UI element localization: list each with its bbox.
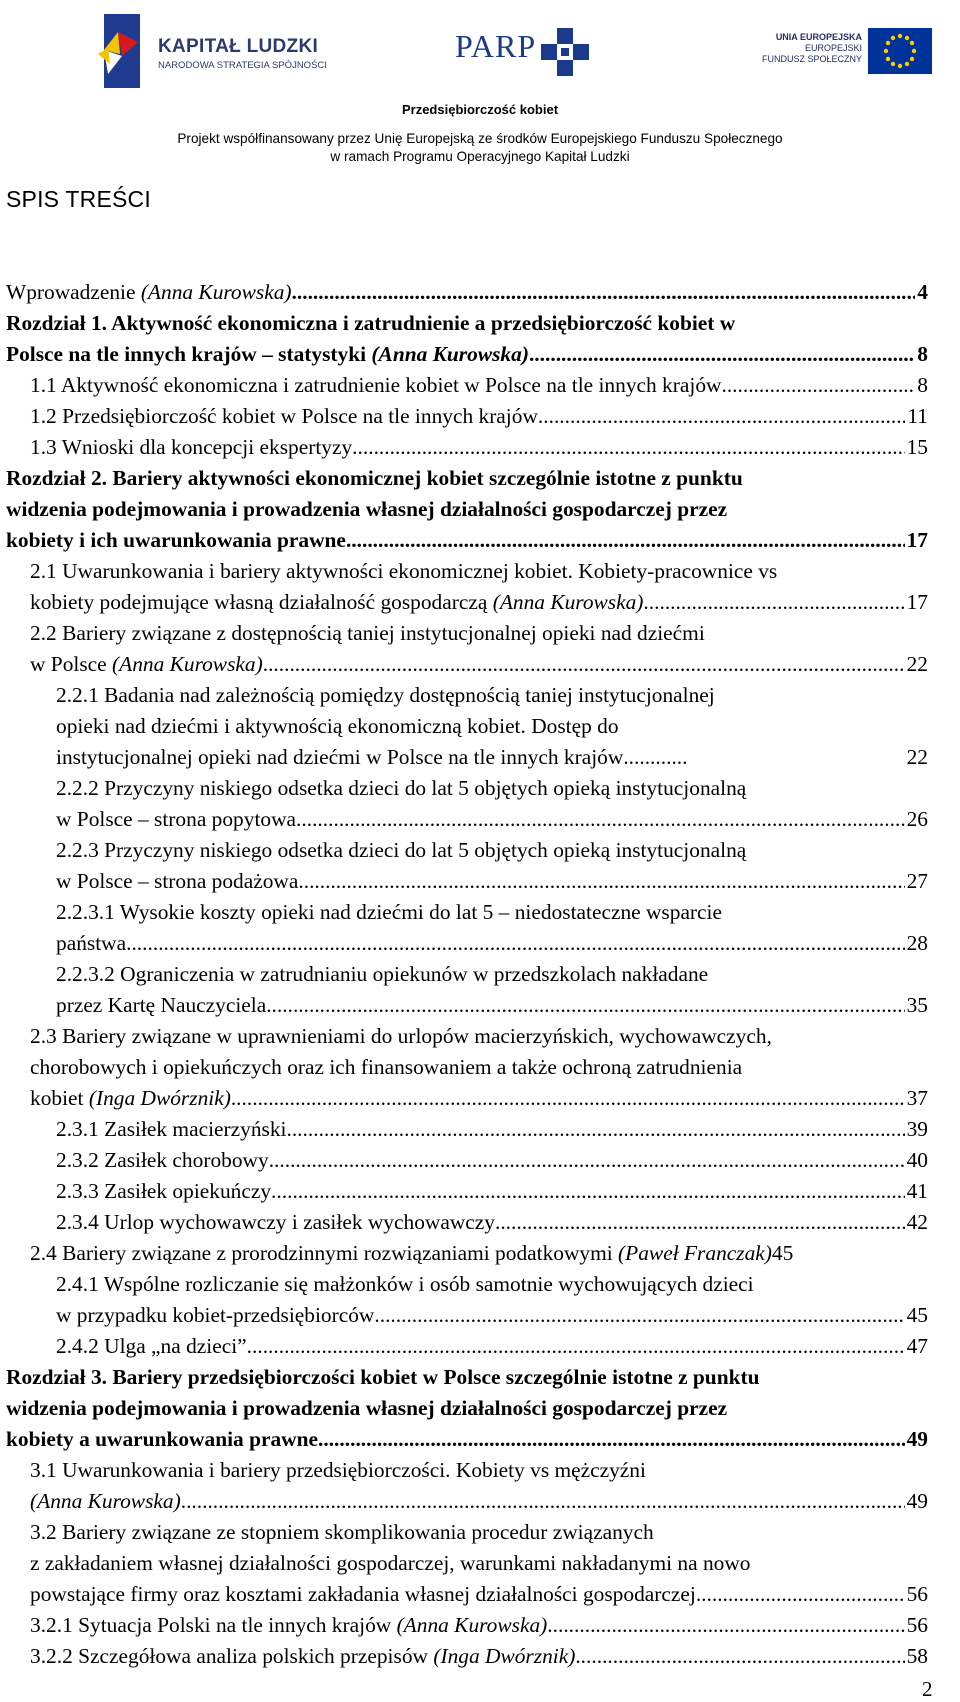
toc-entry[interactable]	[6, 1176, 928, 1207]
toc-entry-text: przez Kartę Nauczyciela	[56, 993, 267, 1017]
toc-page-number: 35	[906, 993, 928, 1017]
toc-entry[interactable]	[6, 1331, 928, 1362]
eu-logo-line1: UNIA EUROPEJSKA	[775, 32, 862, 42]
toc-entry-line[interactable]: 2.2.1 Badania nad zależnością pomiędzy dostępnością taniej instytucjonalnej	[56, 683, 715, 707]
toc-entry[interactable]	[6, 339, 928, 370]
toc-entry[interactable]	[6, 1579, 928, 1610]
toc-entry-author: (Anna Kurowska)	[371, 342, 529, 366]
toc-entry-author: (Anna Kurowska)	[396, 1613, 548, 1637]
toc-chapter-line[interactable]: widzenia podejmowania i prowadzenia własnej działalności gospodarczej przez	[6, 1396, 728, 1420]
toc-page-number: 27	[906, 869, 928, 893]
toc-entry[interactable]	[6, 1300, 928, 1331]
toc-entry[interactable]	[6, 432, 928, 463]
toc-page-number: 17	[906, 528, 928, 552]
toc-entry[interactable]	[6, 649, 928, 680]
toc-entry-text: kobiety i ich uwarunkowania prawne	[6, 528, 346, 552]
toc-entry-text: kobiet	[30, 1086, 89, 1110]
toc-leader	[547, 1610, 904, 1641]
toc-entry-line[interactable]: 2.2.3.1 Wysokie koszty opieki nad dziećmi do lat 5 – niedostateczne wsparcie	[56, 900, 722, 924]
toc-leader	[126, 928, 905, 959]
toc-entry[interactable]	[6, 1486, 928, 1517]
toc-leader	[286, 1114, 904, 1145]
eu-logo-line2: EUROPEJSKI	[804, 43, 862, 53]
toc-leader	[495, 1207, 905, 1238]
toc-entry-text: w przypadku kobiet-przedsiębiorców	[56, 1303, 375, 1327]
toc-entry-text: 1.1 Aktywność ekonomiczna i zatrudnienie kobiet w Polsce na tle innych krajów	[30, 373, 722, 397]
toc-leader	[529, 339, 915, 370]
toc-leader	[231, 1083, 905, 1114]
toc-entry[interactable]	[6, 1238, 928, 1269]
toc-page-number: 56	[906, 1582, 928, 1606]
toc-entry[interactable]	[6, 1610, 928, 1641]
parp-emblem-icon	[541, 28, 591, 78]
kapital-ludzki-title: KAPITAŁ LUDZKI	[158, 36, 319, 57]
toc-entry-author: (Anna Kurowska)	[112, 652, 263, 676]
toc-entry-line[interactable]: 2.3 Bariery związane w uprawnieniami do urlopów macierzyńskich, wychowawczych,	[30, 1024, 772, 1048]
toc-leader	[263, 649, 905, 680]
toc-entry-text: kobiety a uwarunkowania prawne	[6, 1427, 319, 1451]
toc-chapter-line[interactable]: Rozdział 2. Bariery aktywności ekonomicznej kobiet szczególnie istotne z punktu	[6, 466, 743, 490]
toc-entry[interactable]	[6, 1114, 928, 1145]
toc-leader	[266, 990, 904, 1021]
toc-entry-line[interactable]: opieki nad dziećmi i aktywnością ekonomiczną kobiet. Dostęp do	[56, 714, 619, 738]
toc-page-number: 42	[906, 1210, 928, 1234]
toc-entry-author: (Inga Dwórznik)	[433, 1644, 576, 1668]
toc-chapter-line[interactable]: Rozdział 1. Aktywność ekonomiczna i zatrudnienie a przedsiębiorczość kobiet w	[6, 311, 736, 335]
toc-entry-text: 3.2.1 Sytuacja Polski na tle innych krajów	[30, 1613, 397, 1637]
program-line-2: w ramach Programu Operacyjnego Kapitał Ludzki	[330, 149, 630, 164]
toc-leader	[643, 587, 904, 618]
toc-entry-text: w Polsce	[30, 652, 112, 676]
toc-entry[interactable]	[6, 742, 928, 773]
toc-page-number: 8	[917, 342, 928, 366]
toc-entry-text: Wprowadzenie	[6, 280, 141, 304]
toc-entry-text: kobiety podejmujące własną działalność gospodarczą	[30, 590, 493, 614]
toc-page-number: 49	[906, 1489, 928, 1513]
program-line-1: Projekt współfinansowany przez Unię Europejską ze środków Europejskiego Funduszu Społecznego	[177, 131, 783, 146]
toc-entry-line[interactable]: 2.2 Bariery związane z dostępnością taniej instytucjonalnej opieki nad dziećmi	[30, 621, 705, 645]
toc-page-number: 4	[917, 280, 928, 304]
eu-logo-line3: FUNDUSZ SPOŁECZNY	[761, 54, 862, 64]
toc-leader	[247, 1331, 905, 1362]
kapital-ludzki-subtitle: NARODOWA STRATEGIA SPÓJNOŚCI	[158, 60, 327, 71]
page-number: 2	[922, 1677, 933, 1701]
toc-page-number: 11	[907, 404, 928, 428]
toc-entry-line[interactable]: 2.2.2 Przyczyny niskiego odsetka dzieci do lat 5 objętych opieką instytucjonalną	[56, 776, 747, 800]
toc-entry[interactable]	[6, 990, 928, 1021]
toc-entry-line[interactable]: 3.1 Uwarunkowania i bariery przedsiębiorczości. Kobiety vs mężczyźni	[30, 1458, 646, 1482]
toc-entry-line[interactable]: 2.2.3.2 Ograniczenia w zatrudnianiu opiekunów w przedszkolach nakładane	[56, 962, 709, 986]
toc-leader	[696, 1579, 905, 1610]
toc-page-number: 8	[917, 373, 928, 397]
toc-leader	[298, 866, 904, 897]
toc-entry-line[interactable]: chorobowych i opiekuńczych oraz ich finansowaniem a także ochroną zatrudnienia	[30, 1055, 743, 1079]
toc-entry-text: 3.2.2 Szczegółowa analiza polskich przepisów	[30, 1644, 434, 1668]
toc-entry-text: 2.4.2 Ulga „na dzieci”	[56, 1334, 247, 1358]
toc-entry-author: (Anna Kurowska)	[140, 280, 292, 304]
toc-page-number: 26	[906, 807, 928, 831]
toc-leader	[623, 742, 687, 773]
toc-entry-text: 2.3.3 Zasiłek opiekuńczy	[56, 1179, 272, 1203]
toc-entry-line[interactable]: 2.2.3 Przyczyny niskiego odsetka dzieci do lat 5 objętych opieką instytucjonalną	[56, 838, 747, 862]
toc-leader	[575, 1641, 904, 1672]
toc-entry[interactable]	[6, 866, 928, 897]
toc-entry-text: 2.3.4 Urlop wychowawczy i zasiłek wychowawczy	[56, 1210, 495, 1234]
toc-entry[interactable]	[6, 1083, 928, 1114]
toc-entry-line[interactable]: z zakładaniem własnej działalności gospodarczej, warunkami nakładanymi na nowo	[30, 1551, 751, 1575]
toc-leader	[269, 1145, 905, 1176]
toc-entry[interactable]	[6, 804, 928, 835]
toc-entry-line[interactable]: 2.1 Uwarunkowania i bariery aktywności ekonomicznej kobiet. Kobiety-pracownice vs	[30, 559, 778, 583]
toc-entry-text: 1.2 Przedsiębiorczość kobiet w Polsce na tle innych krajów	[30, 404, 538, 428]
toc-page-number: 56	[906, 1613, 928, 1637]
toc-entry-text: instytucjonalnej opieki nad dziećmi w Polsce na tle innych krajów	[56, 745, 624, 769]
toc-page-number: 22	[906, 745, 928, 769]
toc-entry[interactable]	[6, 587, 928, 618]
table-of-contents	[6, 277, 928, 1672]
toc-entry[interactable]	[6, 277, 928, 308]
toc-entry-author: (Anna Kurowska)	[30, 1489, 181, 1513]
eu-logo-text	[760, 32, 862, 65]
toc-leader	[318, 1424, 905, 1455]
toc-leader	[271, 1176, 905, 1207]
toc-page-number: 58	[906, 1644, 928, 1668]
toc-entry-author: (Inga Dwórznik)	[88, 1086, 231, 1110]
parp-wordmark: PARP	[455, 28, 537, 64]
toc-page-number: 28	[906, 931, 928, 955]
toc-chapter-line[interactable]: widzenia podejmowania i prowadzenia własnej działalności gospodarczej przez	[6, 497, 728, 521]
toc-page-number: 17	[906, 590, 928, 614]
toc-entry[interactable]	[6, 1207, 928, 1238]
toc-entry-text: państwa	[56, 931, 127, 955]
toc-entry[interactable]	[6, 1145, 928, 1176]
toc-leader	[296, 804, 905, 835]
toc-entry[interactable]	[6, 370, 928, 401]
toc-entry-text: Polsce na tle innych krajów – statystyki	[6, 342, 372, 366]
toc-page-number: 41	[906, 1179, 928, 1203]
toc-leader	[292, 277, 916, 308]
toc-leader	[538, 401, 905, 432]
toc-page-number: 49	[906, 1427, 928, 1451]
toc-page-number: 40	[906, 1148, 928, 1172]
toc-entry-author: (Anna Kurowska)	[492, 590, 644, 614]
toc-entry-text: 1.3 Wnioski dla koncepcji ekspertyzy	[30, 435, 353, 459]
toc-leader	[352, 432, 904, 463]
kapital-ludzki-emblem-icon	[98, 14, 146, 88]
toc-page-number: 37	[906, 1086, 928, 1110]
toc-chapter-line[interactable]: Rozdział 3. Bariery przedsiębiorczości kobiet w Polsce szczególnie istotne z punktu	[6, 1365, 760, 1389]
toc-entry-text: 2.3.1 Zasiłek macierzyński	[56, 1117, 287, 1141]
toc-leader	[374, 1300, 904, 1331]
page-header	[0, 0, 960, 175]
toc-page-number: 45	[906, 1303, 928, 1327]
toc-entry-text: w Polsce – strona podażowa	[56, 869, 299, 893]
page-title: SPIS TREŚCI	[6, 186, 151, 212]
toc-entry[interactable]	[6, 401, 928, 432]
toc-entry-line[interactable]: 3.2 Bariery związane ze stopniem skomplikowania procedur związanych	[30, 1520, 654, 1544]
toc-entry-text: powstające firmy oraz kosztami zakładania własnej działalności gospodarczej	[30, 1582, 696, 1606]
parp-logo	[455, 28, 595, 78]
toc-page-number: 22	[906, 652, 928, 676]
toc-page-number: 39	[906, 1117, 928, 1141]
toc-entry-text: 2.4 Bariery związane z prorodzinnymi rozwiązaniami podatkowymi	[30, 1241, 619, 1265]
kapital-ludzki-logo	[98, 14, 338, 90]
toc-page-number: 45	[771, 1241, 794, 1265]
toc-page-number: 15	[906, 435, 928, 459]
toc-entry-text: w Polsce – strona popytowa	[56, 807, 297, 831]
eu-flag-icon	[868, 28, 932, 74]
toc-leader	[181, 1486, 905, 1517]
toc-page-number: 47	[906, 1334, 928, 1358]
toc-entry[interactable]	[6, 525, 928, 556]
toc-leader	[346, 525, 905, 556]
toc-entry[interactable]	[6, 928, 928, 959]
eu-logo	[760, 28, 920, 76]
toc-entry[interactable]	[6, 1641, 928, 1672]
toc-leader	[721, 370, 915, 401]
toc-entry-line[interactable]: 2.4.1 Wspólne rozliczanie się małżonków i osób samotnie wychowujących dzieci	[56, 1272, 754, 1296]
toc-entry-text: 2.3.2 Zasiłek chorobowy	[56, 1148, 269, 1172]
program-name: Przedsiębiorczość kobiet	[401, 102, 559, 117]
toc-entry-author: (Paweł Franczak)	[618, 1241, 772, 1265]
toc-entry[interactable]	[6, 1424, 928, 1455]
